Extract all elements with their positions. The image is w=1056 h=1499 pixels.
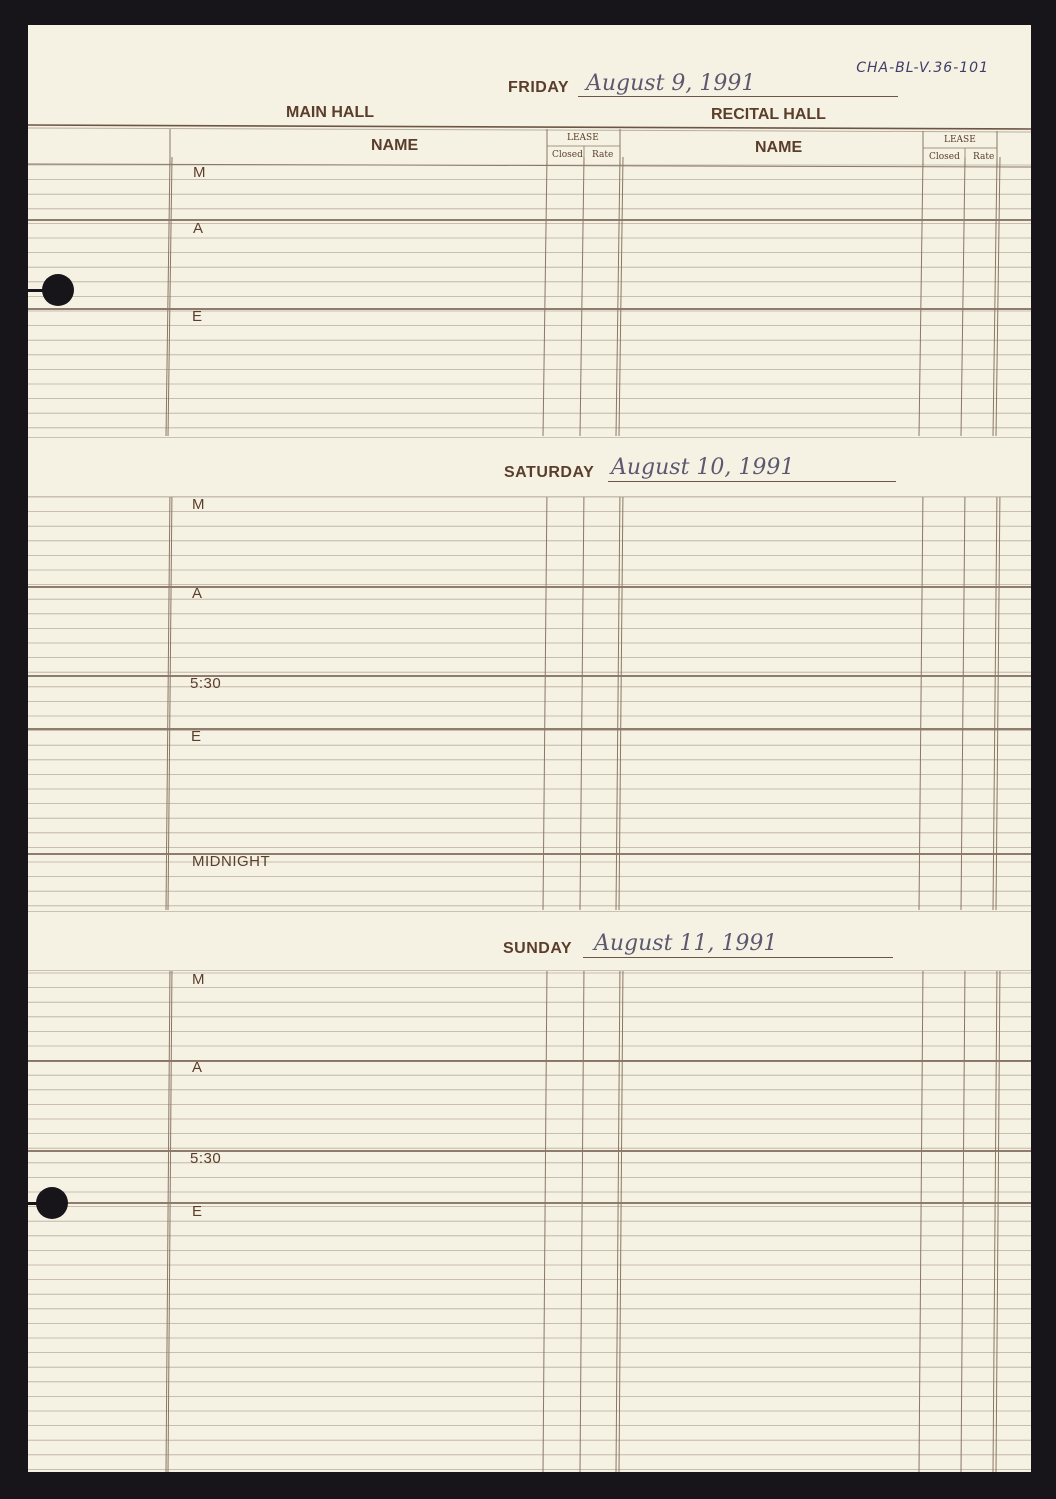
column-rule [168,489,172,910]
main-hall-label: MAIN HALL [286,104,374,121]
time-label-midnight: MIDNIGHT [192,853,271,870]
header-rule [28,164,1031,167]
binder-hole [42,274,74,306]
reference-number: CHA-BL-V.36-101 [856,60,989,76]
time-label-evening: E [192,1203,203,1220]
recital-hall-name-header: NAME [755,139,803,156]
main-hall-name-header: NAME [371,137,419,154]
time-label-afternoon: A [192,1059,203,1076]
time-label-evening: E [191,728,202,745]
time-label-530: 5:30 [190,675,222,692]
column-rule [543,965,547,1472]
column-rule [166,489,170,910]
date-underline [583,957,893,958]
binder-hole-notch [28,1202,38,1205]
day-date-sunday: August 11, 1991 [594,931,778,956]
time-label-530: 5:30 [190,1150,222,1167]
main-closed-header: Closed [552,150,583,160]
time-label-evening: E [192,308,203,325]
day-label-friday: FRIDAY [508,79,570,96]
column-rule [961,489,965,910]
time-label-afternoon: A [192,585,203,602]
binder-hole [36,1187,68,1219]
main-lease-header: LEASE [567,133,599,143]
column-rule [919,489,923,910]
column-rule [166,965,170,1472]
day-label-saturday: SATURDAY [504,464,595,481]
column-rule [580,489,584,910]
column-rule [919,965,923,1472]
binder-hole-notch [28,289,44,292]
day-date-saturday: August 10, 1991 [611,455,795,480]
column-rule [580,965,584,1472]
day-date-friday: August 9, 1991 [586,71,756,96]
time-label-afternoon: A [193,220,204,237]
ruled-grid [28,25,1031,1472]
recital-rate-header: Rate [973,152,995,162]
column-rule [961,965,965,1472]
recital-hall-label: RECITAL HALL [711,106,826,123]
main-rate-header: Rate [592,150,614,160]
date-underline [608,481,896,482]
time-label-morning: M [192,971,205,988]
day-label-sunday: SUNDAY [503,940,573,957]
time-label-morning: M [193,164,206,181]
column-rule [168,965,172,1472]
time-label-morning: M [192,496,205,513]
column-rule [543,489,547,910]
schedule-sheet [28,25,1031,1472]
recital-closed-header: Closed [929,152,960,162]
recital-lease-header: LEASE [944,135,976,145]
